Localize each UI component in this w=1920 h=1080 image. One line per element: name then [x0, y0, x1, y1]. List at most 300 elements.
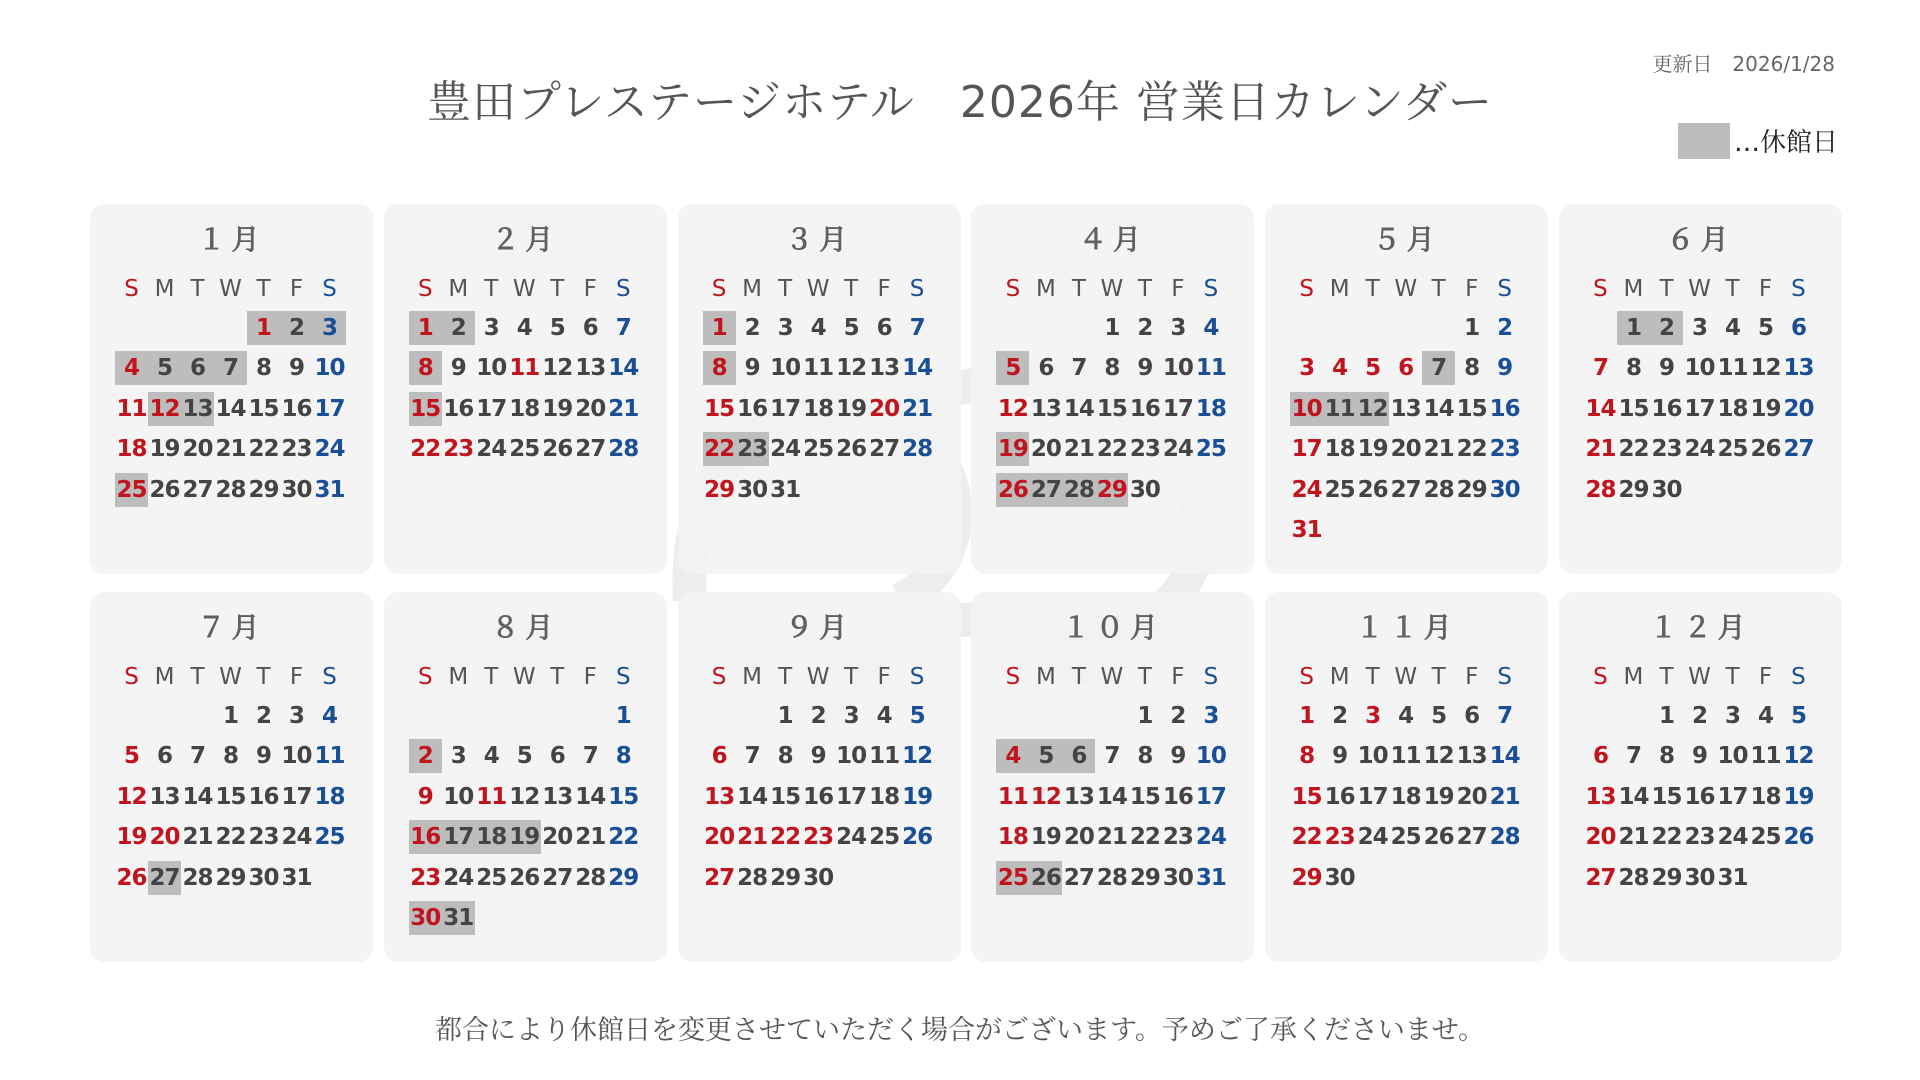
day-cell: 21 — [215, 436, 246, 463]
day-cell: 30 — [1162, 864, 1193, 891]
empty-cell — [1422, 308, 1455, 348]
day-cell: 28 — [608, 436, 639, 463]
day-cell: 9 — [417, 783, 433, 810]
empty-cell — [1356, 308, 1389, 348]
closed-day-cell: 12 — [1356, 392, 1389, 426]
closed-day-cell: 23 — [736, 432, 769, 466]
day-cell: 26 — [509, 864, 540, 891]
empty-cell — [148, 308, 181, 348]
day-cell: 14 — [1585, 395, 1616, 422]
day-cell: 1 — [222, 703, 238, 729]
closed-day-cell: 30 — [409, 901, 442, 935]
day-cell: 26 — [149, 476, 180, 503]
day-cell: 20 — [869, 395, 900, 422]
empty-cell — [148, 696, 181, 736]
day-cell: 25 — [803, 436, 834, 463]
month-title: ８月 — [491, 611, 560, 644]
day-cell: 11 — [1195, 355, 1226, 382]
day-cell: 27 — [1585, 864, 1616, 891]
weekday-label: T — [550, 664, 565, 690]
month-panel — [1265, 592, 1548, 962]
day-cell: 9 — [810, 743, 826, 770]
weekday-label: W — [1394, 276, 1418, 302]
weekday-label: F — [289, 276, 304, 302]
day-cell: 2 — [810, 703, 826, 729]
weekday-label: F — [1758, 276, 1773, 302]
day-cell: 31 — [1291, 516, 1322, 543]
day-cell: 17 — [1162, 395, 1193, 422]
day-cell: 9 — [288, 355, 304, 382]
day-cell: 6 — [1464, 703, 1480, 729]
day-cell: 21 — [1096, 824, 1127, 851]
day-cell: 4 — [1724, 315, 1740, 341]
closed-day-cell: 16 — [409, 820, 442, 854]
weekday-label: F — [289, 664, 304, 690]
day-grid — [1584, 308, 1842, 510]
month-panel — [678, 592, 961, 962]
day-cell: 12 — [1750, 355, 1781, 382]
weekday-label: W — [1100, 664, 1124, 690]
day-cell: 25 — [1324, 476, 1355, 503]
month-panel — [1559, 204, 1842, 574]
day-cell: 14 — [1423, 395, 1454, 422]
day-cell: 12 — [116, 783, 147, 810]
day-cell: 13 — [149, 783, 180, 810]
day-cell: 14 — [737, 783, 768, 810]
day-cell: 14 — [1063, 395, 1094, 422]
day-cell: 22 — [248, 436, 279, 463]
weekday-header — [1290, 658, 1548, 696]
weekday-label: S — [1593, 276, 1608, 302]
day-cell: 14 — [1096, 783, 1127, 810]
day-cell: 9 — [1170, 743, 1186, 770]
weekday-label: M — [1035, 664, 1056, 690]
closed-day-cell: 10 — [1290, 392, 1323, 426]
closed-day-cell: 15 — [409, 392, 442, 426]
empty-cell — [442, 696, 475, 736]
weekday-header — [996, 658, 1254, 696]
day-cell: 20 — [1063, 824, 1094, 851]
day-cell: 27 — [1783, 436, 1814, 463]
day-cell: 27 — [182, 476, 213, 503]
day-cell: 1 — [1137, 703, 1153, 729]
day-cell: 18 — [1195, 395, 1226, 422]
closed-day-cell: 5 — [148, 351, 181, 385]
day-cell: 4 — [1203, 315, 1219, 341]
closed-day-cell: 1 — [409, 311, 442, 345]
day-cell: 27 — [704, 864, 735, 891]
day-cell: 16 — [1129, 395, 1160, 422]
day-cell: 21 — [1585, 436, 1616, 463]
closed-day-cell: 2 — [442, 311, 475, 345]
day-cell: 27 — [1390, 476, 1421, 503]
day-cell: 12 — [509, 783, 540, 810]
weekday-label: M — [448, 276, 469, 302]
day-cell: 8 — [1625, 355, 1641, 382]
closed-day-cell: 12 — [148, 392, 181, 426]
day-cell: 24 — [476, 436, 507, 463]
closed-day-cell: 2 — [1650, 311, 1683, 345]
weekday-label: T — [1137, 276, 1152, 302]
closed-day-cell: 26 — [1029, 861, 1062, 895]
day-cell: 10 — [476, 355, 507, 382]
weekday-header — [703, 658, 961, 696]
weekday-label: T — [844, 664, 859, 690]
closed-day-cell: 31 — [442, 901, 475, 935]
legend — [1678, 122, 1838, 159]
day-cell: 30 — [1324, 864, 1355, 891]
day-cell: 6 — [711, 743, 727, 770]
weekday-label: F — [1171, 664, 1185, 690]
day-cell: 27 — [575, 436, 606, 463]
day-grid — [115, 696, 373, 898]
day-cell: 8 — [777, 743, 793, 770]
day-cell: 20 — [149, 824, 180, 851]
month-title: １０月 — [1061, 611, 1164, 644]
closed-day-cell: 25 — [115, 473, 148, 507]
day-cell: 26 — [1783, 824, 1814, 851]
day-cell: 9 — [1497, 355, 1513, 382]
footer-note: 都合により休館日を変更させていただく場合がございます。予めご了承くださいませ。 — [434, 1015, 1486, 1046]
day-cell: 25 — [1390, 824, 1421, 851]
day-cell: 12 — [902, 743, 933, 770]
day-cell: 11 — [1717, 355, 1748, 382]
weekday-header — [1290, 270, 1548, 308]
day-cell: 23 — [1324, 824, 1355, 851]
day-cell: 18 — [1750, 783, 1781, 810]
day-cell: 1 — [1104, 315, 1120, 341]
closed-day-cell: 7 — [1422, 351, 1455, 385]
weekday-label: T — [484, 664, 499, 690]
day-cell: 28 — [1423, 476, 1454, 503]
day-cell: 8 — [255, 355, 271, 382]
day-cell: 16 — [248, 783, 279, 810]
day-cell: 21 — [608, 395, 639, 422]
day-grid — [996, 308, 1254, 510]
day-cell: 21 — [1063, 436, 1094, 463]
day-cell: 23 — [1651, 436, 1682, 463]
day-cell: 2 — [744, 315, 760, 341]
day-cell: 13 — [1390, 395, 1421, 422]
day-cell: 11 — [997, 783, 1028, 810]
day-cell: 20 — [182, 436, 213, 463]
day-cell: 10 — [1684, 355, 1715, 382]
day-cell: 3 — [777, 315, 793, 341]
day-cell: 29 — [1651, 864, 1682, 891]
day-cell: 15 — [1618, 395, 1649, 422]
day-cell: 16 — [443, 395, 474, 422]
day-cell: 4 — [1398, 703, 1414, 729]
empty-cell — [1029, 696, 1062, 736]
day-cell: 20 — [1030, 436, 1061, 463]
day-cell: 4 — [321, 703, 337, 729]
day-cell: 17 — [1717, 783, 1748, 810]
day-cell: 29 — [215, 864, 246, 891]
closed-day-cell: 27 — [148, 861, 181, 895]
day-cell: 26 — [1750, 436, 1781, 463]
weekday-label: S — [1005, 276, 1021, 302]
day-cell: 12 — [542, 355, 573, 382]
day-cell: 6 — [1038, 355, 1054, 382]
day-cell: 16 — [803, 783, 834, 810]
day-cell: 20 — [1783, 395, 1814, 422]
month-panel — [678, 204, 961, 574]
day-cell: 1 — [1658, 703, 1674, 729]
weekday-label: M — [154, 664, 175, 690]
day-cell: 4 — [810, 315, 826, 341]
legend-label: …休館日 — [1733, 128, 1838, 158]
weekday-label: S — [417, 276, 433, 302]
closed-day-cell: 27 — [1029, 473, 1062, 507]
empty-cell — [541, 696, 574, 736]
month-panel — [1265, 204, 1548, 574]
day-cell: 31 — [1195, 864, 1226, 891]
weekday-header — [1584, 658, 1842, 696]
day-cell: 19 — [1030, 824, 1061, 851]
weekday-label: M — [154, 276, 175, 302]
day-cell: 6 — [1592, 743, 1608, 770]
day-cell: 15 — [770, 783, 801, 810]
day-cell: 2 — [1170, 703, 1186, 729]
day-cell: 9 — [1137, 355, 1153, 382]
day-cell: 2 — [1137, 315, 1153, 341]
day-cell: 30 — [737, 476, 768, 503]
day-cell: 19 — [836, 395, 867, 422]
day-cell: 7 — [1497, 703, 1513, 729]
page-title: 豊田プレステージホテル 2026年 営業日カレンダー — [426, 77, 1494, 128]
weekday-label: T — [1659, 664, 1674, 690]
day-cell: 8 — [222, 743, 238, 770]
day-cell: 4 — [876, 703, 892, 729]
day-cell: 21 — [737, 824, 768, 851]
day-cell: 6 — [156, 743, 172, 770]
day-cell: 26 — [116, 864, 147, 891]
weekday-label: T — [190, 276, 205, 302]
day-cell: 31 — [281, 864, 312, 891]
empty-cell — [1617, 696, 1650, 736]
day-cell: 1 — [1464, 315, 1480, 341]
empty-cell — [1323, 308, 1356, 348]
weekday-label: T — [1137, 664, 1152, 690]
day-cell: 15 — [1096, 395, 1127, 422]
day-cell: 21 — [182, 824, 213, 851]
empty-cell — [115, 696, 148, 736]
weekday-label: S — [1299, 276, 1314, 302]
day-cell: 28 — [1096, 864, 1127, 891]
day-cell: 15 — [1651, 783, 1682, 810]
day-cell: 25 — [1717, 436, 1748, 463]
month-panel — [971, 204, 1254, 574]
day-cell: 17 — [770, 395, 801, 422]
day-cell: 22 — [1618, 436, 1649, 463]
day-cell: 9 — [744, 355, 760, 382]
weekday-label: F — [1171, 276, 1185, 302]
day-cell: 12 — [997, 395, 1028, 422]
day-cell: 27 — [1063, 864, 1094, 891]
weekday-label: S — [1299, 664, 1314, 690]
weekday-label: S — [1497, 664, 1512, 690]
day-cell: 26 — [836, 436, 867, 463]
closed-day-cell: 8 — [409, 351, 442, 385]
empty-cell — [1062, 308, 1095, 348]
weekday-label: F — [877, 276, 891, 302]
closed-day-cell: 11 — [1323, 392, 1356, 426]
day-cell: 29 — [770, 864, 801, 891]
day-cell: 13 — [1456, 743, 1487, 770]
closed-day-cell: 18 — [475, 820, 508, 854]
day-cell: 3 — [1203, 703, 1219, 729]
closed-day-cell: 1 — [1617, 311, 1650, 345]
month-title: ５月 — [1372, 223, 1441, 256]
empty-cell — [1584, 696, 1617, 736]
day-cell: 5 — [123, 743, 139, 770]
day-cell: 17 — [1684, 395, 1715, 422]
day-cell: 29 — [1129, 864, 1160, 891]
day-cell: 23 — [443, 436, 474, 463]
day-cell: 11 — [803, 355, 834, 382]
weekday-label: M — [742, 276, 763, 302]
day-cell: 4 — [1757, 703, 1773, 729]
day-cell: 11 — [509, 355, 540, 382]
day-cell: 23 — [1162, 824, 1193, 851]
day-cell: 1 — [1299, 703, 1315, 729]
day-cell: 17 — [314, 395, 345, 422]
closed-day-cell: 1 — [703, 311, 736, 345]
day-cell: 8 — [1137, 743, 1153, 770]
day-cell: 18 — [314, 783, 345, 810]
month-title: ７月 — [197, 611, 266, 644]
day-cell: 23 — [803, 824, 834, 851]
weekday-label: S — [909, 276, 925, 302]
empty-cell — [996, 308, 1029, 348]
weekday-label: T — [484, 276, 499, 302]
weekday-header — [703, 270, 961, 308]
day-cell: 21 — [1489, 783, 1520, 810]
day-cell: 13 — [1063, 783, 1094, 810]
day-cell: 7 — [1071, 355, 1087, 382]
day-cell: 24 — [1684, 436, 1715, 463]
weekday-header — [996, 270, 1254, 308]
day-cell: 30 — [281, 476, 312, 503]
day-cell: 19 — [1750, 395, 1781, 422]
weekday-label: W — [1688, 664, 1711, 690]
day-cell: 19 — [1357, 436, 1388, 463]
weekday-label: W — [806, 276, 830, 302]
day-cell: 16 — [1162, 783, 1193, 810]
closed-day-cell: 22 — [703, 432, 736, 466]
day-cell: 4 — [1332, 355, 1348, 382]
weekday-label: W — [219, 276, 242, 302]
empty-cell — [996, 696, 1029, 736]
day-cell: 9 — [1658, 355, 1674, 382]
closed-day-cell: 13 — [181, 392, 214, 426]
closed-day-cell: 25 — [996, 861, 1029, 895]
empty-cell — [1389, 308, 1422, 348]
day-cell: 3 — [1299, 355, 1315, 382]
day-cell: 13 — [575, 355, 606, 382]
weekday-label: S — [417, 664, 433, 690]
day-cell: 21 — [1618, 824, 1649, 851]
day-cell: 19 — [1783, 783, 1814, 810]
day-cell: 24 — [1357, 824, 1388, 851]
weekday-label: T — [1365, 664, 1380, 690]
weekday-label: M — [1623, 664, 1644, 690]
day-cell: 13 — [1030, 395, 1061, 422]
weekday-label: T — [256, 276, 271, 302]
day-cell: 9 — [450, 355, 466, 382]
day-cell: 17 — [1291, 436, 1322, 463]
day-cell: 24 — [314, 436, 345, 463]
day-cell: 20 — [1585, 824, 1616, 851]
closed-day-cell: 2 — [409, 739, 442, 773]
day-grid — [703, 308, 961, 510]
day-grid — [996, 696, 1254, 898]
day-cell: 30 — [1651, 476, 1682, 503]
closed-day-cell: 29 — [1095, 473, 1128, 507]
weekday-label: S — [1593, 664, 1608, 690]
day-grid — [1290, 308, 1548, 550]
day-cell: 22 — [410, 436, 441, 463]
day-cell: 7 — [1104, 743, 1120, 770]
month-title: ９月 — [785, 611, 854, 644]
month-panel — [1559, 592, 1842, 962]
day-cell: 29 — [608, 864, 639, 891]
day-cell: 21 — [575, 824, 606, 851]
day-grid — [703, 696, 961, 898]
day-cell: 3 — [288, 703, 304, 729]
day-cell: 27 — [542, 864, 573, 891]
closed-day-cell: 5 — [1029, 739, 1062, 773]
day-cell: 10 — [1195, 743, 1226, 770]
day-cell: 28 — [1585, 476, 1616, 503]
day-cell: 24 — [443, 864, 474, 891]
weekday-label: M — [1035, 276, 1056, 302]
day-cell: 8 — [1464, 355, 1480, 382]
month-panel — [384, 592, 667, 962]
day-cell: 23 — [281, 436, 312, 463]
weekday-label: S — [1497, 276, 1512, 302]
empty-cell — [475, 696, 508, 736]
day-cell: 14 — [1489, 743, 1520, 770]
weekday-label: F — [1465, 276, 1479, 302]
day-cell: 25 — [1750, 824, 1781, 851]
day-cell: 6 — [582, 315, 598, 341]
closed-day-cell: 6 — [1062, 739, 1095, 773]
day-cell: 22 — [1129, 824, 1160, 851]
day-cell: 13 — [542, 783, 573, 810]
day-cell: 8 — [1299, 743, 1315, 770]
closed-day-cell: 19 — [996, 432, 1029, 466]
day-cell: 29 — [1291, 864, 1322, 891]
day-cell: 25 — [869, 824, 900, 851]
day-cell: 12 — [1423, 743, 1454, 770]
day-cell: 31 — [770, 476, 801, 503]
weekday-label: S — [322, 276, 337, 302]
day-cell: 10 — [443, 783, 474, 810]
day-cell: 21 — [902, 395, 933, 422]
weekday-label: M — [448, 664, 469, 690]
weekday-label: T — [844, 276, 859, 302]
day-cell: 19 — [902, 783, 933, 810]
day-cell: 12 — [836, 355, 867, 382]
empty-cell — [1095, 696, 1128, 736]
weekday-label: T — [1431, 664, 1446, 690]
weekday-header — [1584, 270, 1842, 308]
day-cell: 8 — [1658, 743, 1674, 770]
day-cell: 23 — [248, 824, 279, 851]
weekday-label: M — [1623, 276, 1644, 302]
closed-day-cell: 7 — [214, 351, 247, 385]
